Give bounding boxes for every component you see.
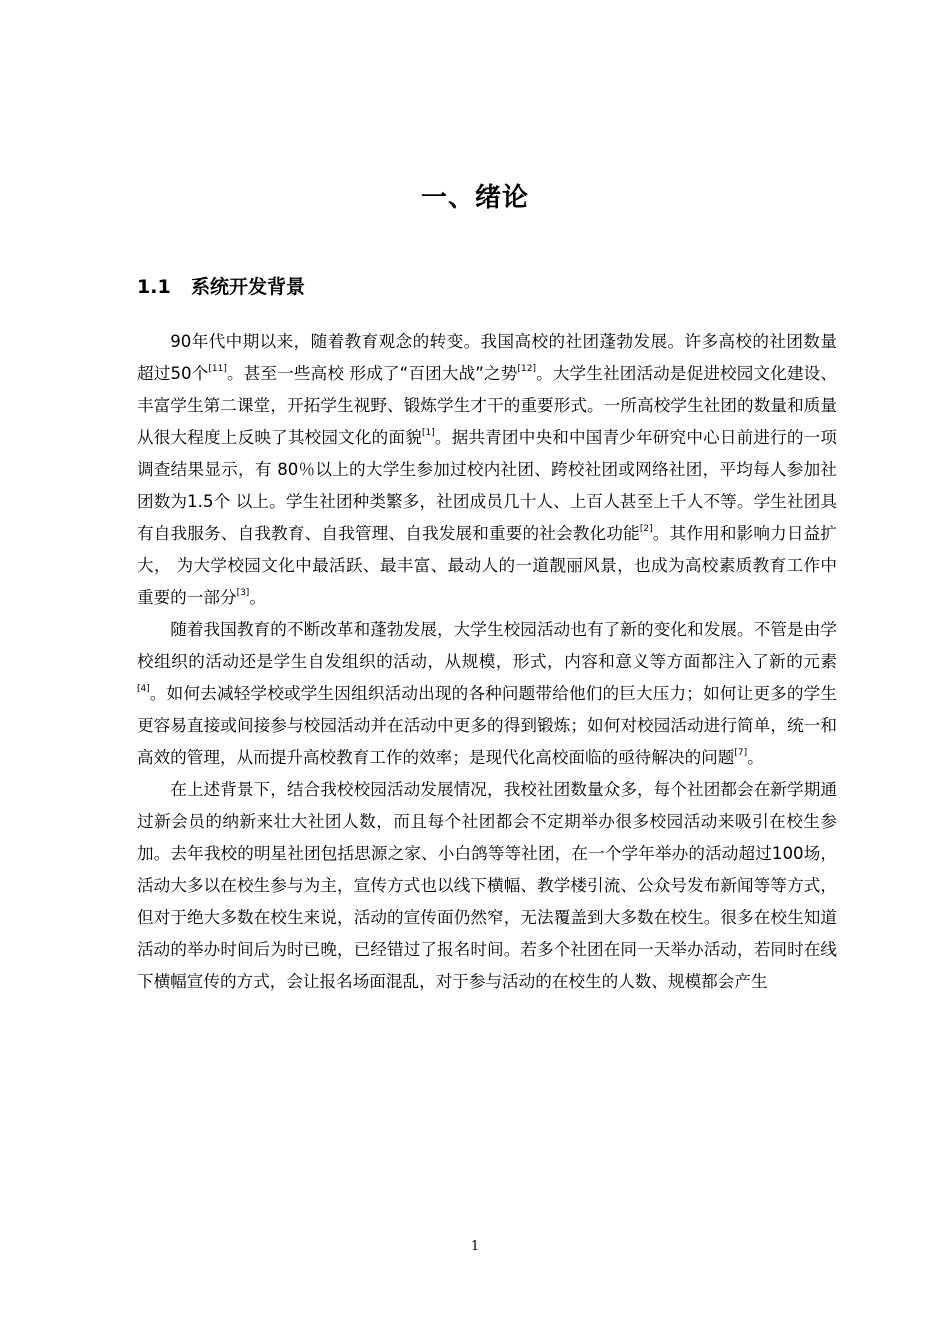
paragraph xyxy=(137,614,837,774)
citation-ref: [12] xyxy=(517,364,536,375)
section-title: 系统开发背景 xyxy=(191,276,306,298)
paragraph xyxy=(137,774,837,998)
citation-ref: [2] xyxy=(639,524,653,535)
paragraph-text: 90年代中期以来，随着教育观念的转变。我国高校的社团蓬勃发展。许多高校的社团数量超过50个 xyxy=(137,332,837,383)
paragraph-text: 。其作用和影响力日益扩大， 为大学校园文化中最活跃、最丰富、最动人的一道靓丽风景，也成为高校素质教育工作中重要的一部分 xyxy=(137,524,838,607)
page-number: 1 xyxy=(470,1239,480,1254)
paragraph-text: 。如何去减轻学校或学生因组织活动出现的各种问题带给他们的巨大压力；如何让更多的学生更容易直接或间接参与校园活动并在活动中更多的得到锻炼；如何对校园活动进行简单，统一和高效的管理，从而提升高校教育工作的效率；是现代化高校面临的亟待解决的问题 xyxy=(137,684,837,767)
citation-ref: [4] xyxy=(137,684,150,695)
body-text xyxy=(137,326,837,998)
paragraph-text: 在上述背景下，结合我校校园活动发展情况，我校社团数量众多，每个社团都会在新学期通过新会员的纳新来壮大社团人数，而且每个社团都会不定期举办很多校园活动来吸引在校生参加。去年我校的明星社团包括思源之家、小白鸽等等社团，在一个学年举办的活动超过100场，活动大多以在校生参与为主，宣传方式也以线下横幅、教学楼引流、公众号发布新闻等等方式，但对于绝大多数在校生来说，活动的宣传面仍然窄，无法覆盖到大多数在校生。很多在校生知道活动的举办时间后为时已晚，已经错过了报名时间。若多个社团在同一天举办活动，若同时在线下横幅宣传的方式，会让报名场面混乱，对于参与活动的在校生的人数、规模都会产生 xyxy=(137,780,837,991)
paragraph-text: 。甚至一些高校 形成了“百团大战”之势 xyxy=(226,364,518,383)
citation-ref: [7] xyxy=(734,748,748,759)
paragraph-text: 。大学生社团活动是促进校园文化建设、丰富学生第二课堂，开拓学生视野、锻炼学生才干的重要形式。一所高校学生社团的数量和质量从很大程度上反映了其校园文化的面貌 xyxy=(137,364,837,447)
paragraph xyxy=(137,326,837,614)
section-heading xyxy=(137,272,305,302)
paragraph-text: 。 xyxy=(747,748,764,767)
citation-ref: [3] xyxy=(236,588,250,599)
paragraph-text: 随着我国教育的不断改革和蓬勃发展，大学生校园活动也有了新的变化和发展。不管是由学校组织的活动还是学生自发组织的活动，从规模，形式，内容和意义等方面都注入了新的元素 xyxy=(137,620,837,671)
citation-ref: [11] xyxy=(208,364,227,375)
paragraph-text: 。 xyxy=(249,588,266,607)
chapter-title: 一、绪论 xyxy=(420,183,529,213)
paragraph-text: 。据共青团中央和中国青少年研究中心日前进行的一项调查结果显示，有 80％以上的大学生参加过校内社团、跨校社团或网络社团，平均每人参加社团数为1.5个 以上。学生社团种类繁多，社团成员几十人、上百人甚至上千人不等。学生社团具有自我服务、自我教育、自我管理、自我发展和重要的社会教化功能 xyxy=(137,428,838,543)
section-number: 1.1 xyxy=(137,276,171,298)
citation-ref: [1] xyxy=(421,428,435,439)
